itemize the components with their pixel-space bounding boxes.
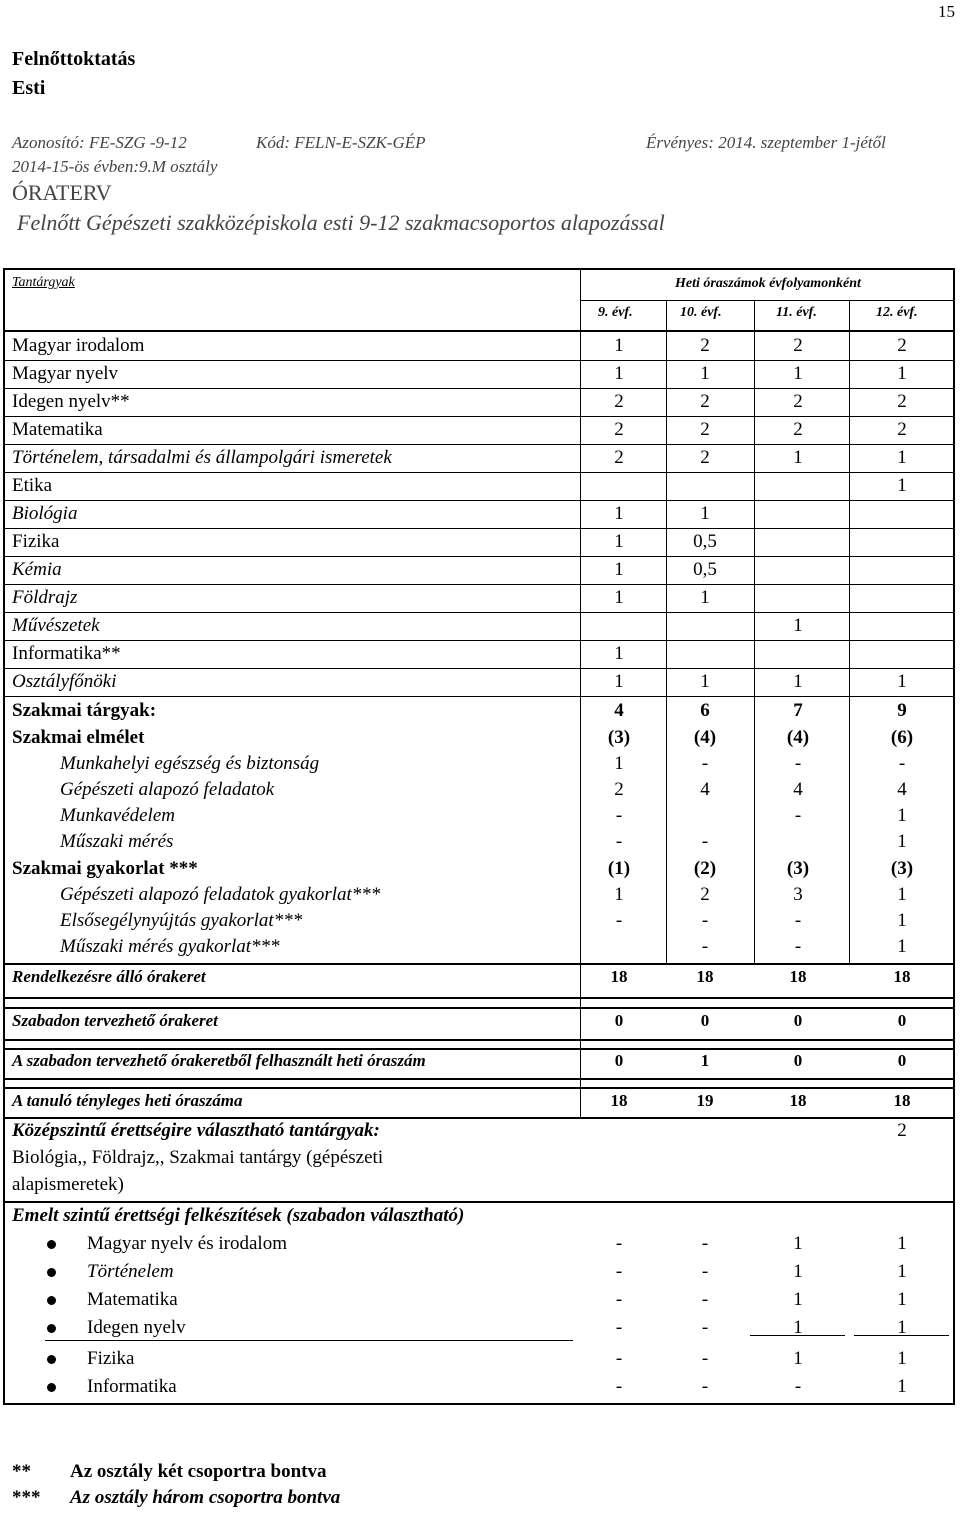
subject-label: Műszaki mérés gyakorlat*** bbox=[60, 936, 280, 957]
subject-label: Magyar irodalom bbox=[12, 335, 145, 356]
summary-label: Szabadon tervezhető órakeret bbox=[12, 1011, 218, 1030]
col-subject-header: Tantárgyak bbox=[12, 275, 75, 290]
summary-label: A tanuló tényleges heti óraszáma bbox=[12, 1091, 243, 1110]
subject-label: Földrajz bbox=[12, 587, 78, 608]
subtitle: Felnőtt Gépészeti szakközépiskola esti 9-12 szakmacsoportos alapozással bbox=[17, 210, 665, 235]
meta-azonosito: Azonosító: FE-SZG -9-12 bbox=[12, 133, 187, 152]
footnote-mark: ** bbox=[12, 1461, 31, 1482]
bullet-icon bbox=[47, 1324, 56, 1333]
col-group-header: Heti óraszámok évfolyamonként bbox=[675, 276, 861, 291]
year-9-header: 9. évf. bbox=[598, 305, 633, 320]
subject-label: Szakmai gyakorlat *** bbox=[12, 858, 198, 879]
heading-esti: Esti bbox=[12, 77, 46, 99]
subject-label: Idegen nyelv** bbox=[12, 391, 130, 412]
subject-label: Biológia bbox=[12, 503, 78, 524]
subject-label: Gépészeti alapozó feladatok bbox=[60, 779, 275, 800]
subject-label: Műszaki mérés bbox=[60, 831, 174, 852]
kozep-value: 2 bbox=[897, 1120, 907, 1141]
meta-evben: 2014-15-ös évben:9.M osztály bbox=[12, 157, 218, 176]
bullet-icon bbox=[47, 1296, 56, 1305]
summary-label: A szabadon tervezhető órakeretből felhasznált heti óraszám bbox=[12, 1051, 426, 1070]
subject-label: Matematika bbox=[12, 419, 103, 440]
subject-label: Informatika** bbox=[12, 643, 121, 664]
heading-felnottoktatas: Felnőttoktatás bbox=[12, 48, 136, 70]
meta-ervenyes: Érvényes: 2014. szeptember 1-jétől bbox=[646, 133, 886, 152]
footnote-text: Az osztály három csoportra bontva bbox=[70, 1487, 341, 1508]
meta-kod: Kód: FELN-E-SZK-GÉP bbox=[256, 133, 426, 152]
bullet-icon bbox=[47, 1383, 56, 1392]
subject-label: Gépészeti alapozó feladatok gyakorlat*** bbox=[60, 884, 381, 905]
kozep-title: Középszintű érettségire választható tantárgyak: bbox=[12, 1120, 380, 1141]
subject-label: Munkahelyi egészség és biztonság bbox=[60, 753, 320, 774]
subject-label: Kémia bbox=[12, 559, 62, 580]
kozep-line2: alapismeretek) bbox=[12, 1174, 124, 1195]
year-12-header: 12. évf. bbox=[876, 305, 918, 320]
footnote-text: Az osztály két csoportra bontva bbox=[70, 1461, 327, 1482]
year-11-header: 11. évf. bbox=[776, 305, 817, 320]
subject-label: Elsősegélynyújtás gyakorlat*** bbox=[60, 910, 303, 931]
bullet-icon bbox=[47, 1268, 56, 1277]
kozep-line1: Biológia,, Földrajz,, Szakmai tantárgy (gépészeti bbox=[12, 1147, 384, 1168]
subject-label: Fizika bbox=[12, 531, 60, 552]
page-number: 15 bbox=[938, 2, 955, 21]
bullet-icon bbox=[47, 1355, 56, 1364]
summary-label: Rendelkezésre álló órakeret bbox=[12, 967, 206, 986]
subject-label: Történelem, társadalmi és állampolgári ismeretek bbox=[12, 447, 392, 468]
emelt-title: Emelt szintű érettségi felkészítések (szabadon választható) bbox=[12, 1205, 465, 1226]
year-10-header: 10. évf. bbox=[680, 305, 722, 320]
subject-label: Szakmai elmélet bbox=[12, 727, 145, 748]
subject-label: Magyar nyelv bbox=[12, 363, 119, 384]
bullet-icon bbox=[47, 1240, 56, 1249]
subject-label: Művészetek bbox=[12, 615, 100, 636]
subject-label: Osztályfőnöki bbox=[12, 671, 117, 692]
subject-label: Szakmai tárgyak: bbox=[12, 700, 157, 721]
subject-label: Etika bbox=[12, 475, 53, 496]
subject-label: Munkavédelem bbox=[60, 805, 175, 826]
oraterv-title: ÓRATERV bbox=[12, 180, 112, 205]
footnote-mark: *** bbox=[12, 1487, 41, 1508]
